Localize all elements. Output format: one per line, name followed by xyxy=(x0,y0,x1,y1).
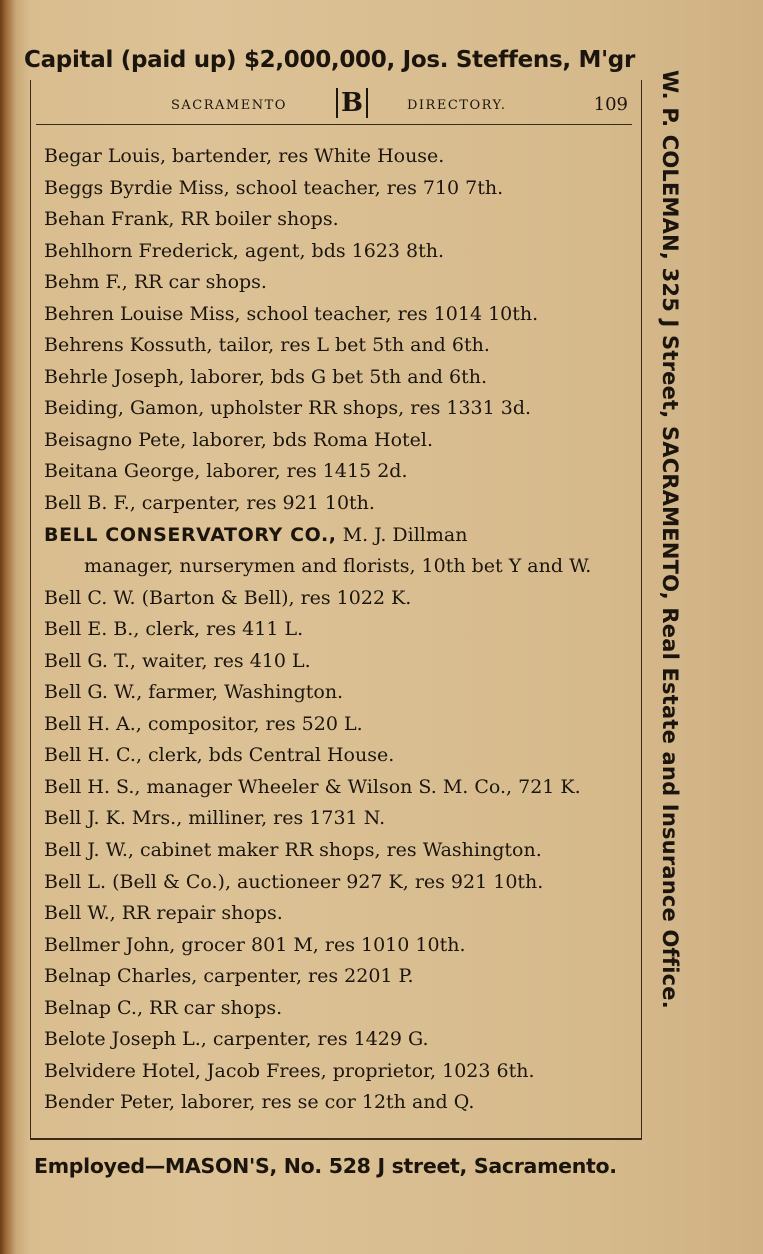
directory-entry: Beitana George, laborer, res 1415 2d. xyxy=(44,460,408,483)
directory-entry: Bell J. W., cabinet maker RR shops, res Washington. xyxy=(44,839,542,862)
directory-entry: Bell B. F., carpenter, res 921 10th. xyxy=(44,492,375,515)
directory-entry: Belnap Charles, carpenter, res 2201 P. xyxy=(44,965,414,988)
directory-entry: Bell G. T., waiter, res 410 L. xyxy=(44,649,311,672)
directory-entry: Belote Joseph L., carpenter, res 1429 G. xyxy=(44,1028,429,1051)
directory-entry: Beggs Byrdie Miss, school teacher, res 710 7th. xyxy=(44,176,504,199)
featured-entry-rest: M. J. Dillman xyxy=(336,523,468,546)
directory-entry: Bellmer John, grocer 801 M, res 1010 10th. xyxy=(44,933,466,956)
directory-entry: Belvidere Hotel, Jacob Frees, proprietor, 1023 6th. xyxy=(44,1059,535,1082)
page-number: 109 xyxy=(593,94,628,115)
directory-entry: Bell G. W., farmer, Washington. xyxy=(44,681,344,704)
bottom-advertisement-banner: Employed—MASON'S, No. 528 J street, Sacramento. xyxy=(34,1154,617,1178)
running-head-letter: B xyxy=(336,88,368,118)
directory-entries xyxy=(44,141,640,1119)
directory-entry: Behrle Joseph, laborer, bds G bet 5th and 6th. xyxy=(44,365,488,388)
directory-entry: Bender Peter, laborer, res se cor 12th and Q. xyxy=(44,1091,475,1114)
side-advertisement xyxy=(650,70,700,1150)
side-advertisement-text: W. P. COLEMAN, 325 J Street, SACRAMENTO, Real Estate and Insurance Office. xyxy=(658,70,682,1009)
top-advertisement-banner: Capital (paid up) $2,000,000, Jos. Steffens, M'gr xyxy=(24,47,636,73)
featured-entry-continuation: manager, nurserymen and florists, 10th bet Y and W. xyxy=(84,555,592,578)
directory-entry: Beisagno Pete, laborer, bds Roma Hotel. xyxy=(44,428,434,451)
running-head-directory: DIRECTORY. xyxy=(407,98,507,113)
directory-entry: Behan Frank, RR boiler shops. xyxy=(44,208,339,231)
directory-entry: Behren Louise Miss, school teacher, res 1014 10th. xyxy=(44,302,539,325)
directory-entry: Belnap C., RR car shops. xyxy=(44,996,283,1019)
directory-entry: Bell H. S., manager Wheeler & Wilson S. M. Co., 721 K. xyxy=(44,775,581,798)
running-head xyxy=(36,86,632,125)
featured-entry-name: BELL CONSERVATORY CO., xyxy=(44,523,337,546)
directory-entry: Bell H. A., compositor, res 520 L. xyxy=(44,712,363,735)
directory-entry: Bell C. W. (Barton & Bell), res 1022 K. xyxy=(44,586,412,609)
directory-entry: Behrens Kossuth, tailor, res L bet 5th and 6th. xyxy=(44,334,490,357)
directory-entry: Behm F., RR car shops. xyxy=(44,271,267,294)
directory-entry: Bell L. (Bell & Co.), auctioneer 927 K, res 921 10th. xyxy=(44,870,544,893)
directory-entry: Bell W., RR repair shops. xyxy=(44,902,283,925)
directory-entry: Begar Louis, bartender, res White House. xyxy=(44,145,445,167)
directory-entry: Behlhorn Frederick, agent, bds 1623 8th. xyxy=(44,239,445,262)
directory-entry: Beiding, Gamon, upholster RR shops, res 1331 3d. xyxy=(44,397,532,420)
running-head-city: SACRAMENTO xyxy=(171,98,287,113)
featured-entry xyxy=(44,520,640,552)
directory-entry: Bell E. B., clerk, res 411 L. xyxy=(44,618,304,641)
directory-entry: Bell J. K. Mrs., milliner, res 1731 N. xyxy=(44,807,386,830)
directory-entry: Bell H. C., clerk, bds Central House. xyxy=(44,744,395,767)
